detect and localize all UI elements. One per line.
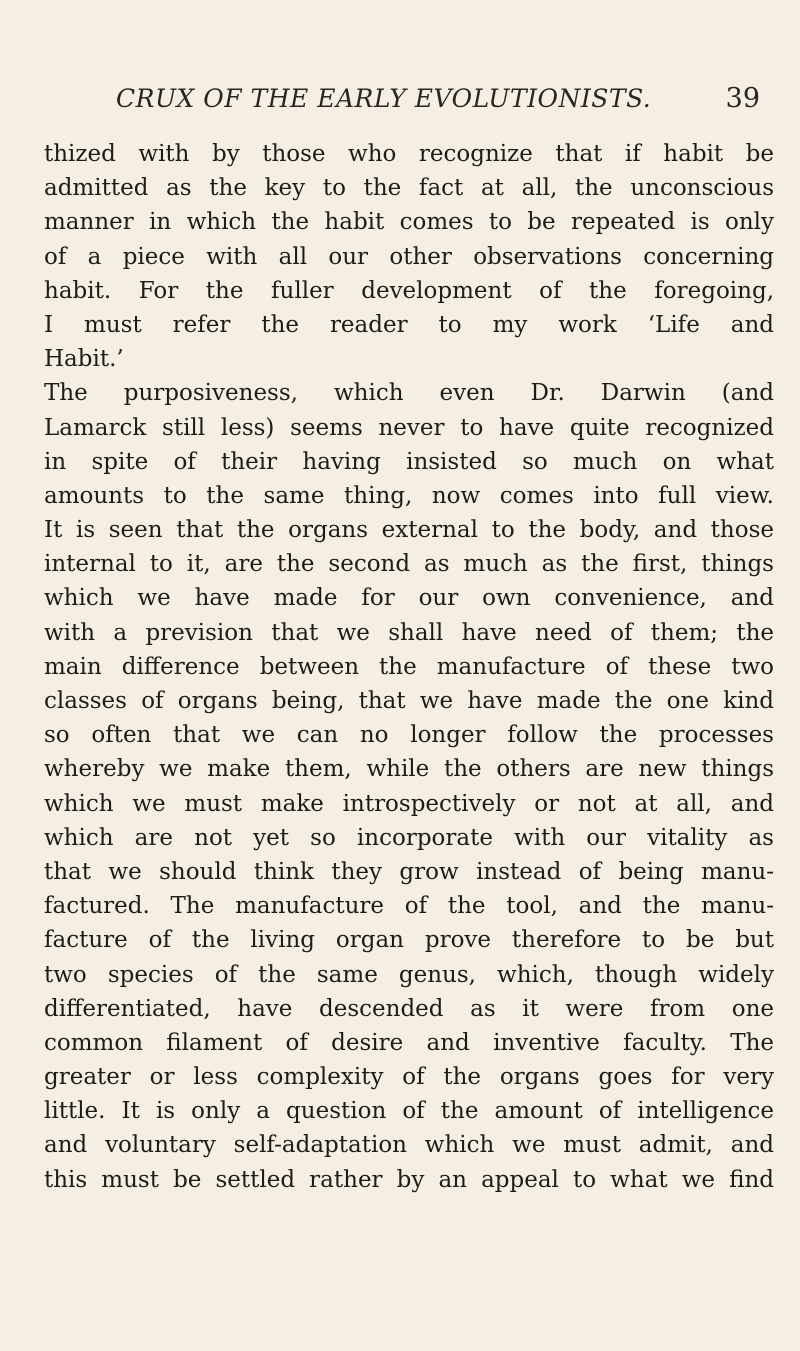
text-line: common filament of desire and inventive faculty. The bbox=[44, 1029, 774, 1056]
text-line: manner in which the habit comes to be repeated is only bbox=[44, 209, 774, 236]
text-line: admitted as the key to the fact at all, the unconscious bbox=[44, 175, 774, 202]
text-line: main difference between the manufacture of these two bbox=[44, 653, 774, 680]
running-title: CRUX OF THE EARLY EVOLUTIONISTS. bbox=[116, 84, 652, 113]
text-line: which we have made for our own convenience, and bbox=[44, 585, 774, 612]
page-number: 39 bbox=[725, 83, 760, 114]
text-line: two species of the same genus, which, though widely bbox=[44, 961, 774, 988]
text-line: habit. For the fuller development of the foregoing, bbox=[44, 277, 774, 304]
text-line: which are not yet so incorporate with our vitality as bbox=[44, 824, 774, 851]
text-line: which we must make introspectively or not at all, and bbox=[44, 790, 774, 817]
text-line: with a prevision that we shall have need of them; the bbox=[44, 619, 774, 646]
paragraph-1 bbox=[44, 137, 774, 376]
text-line: greater or less complexity of the organs goes for very bbox=[44, 1064, 774, 1091]
text-line: factured. The manufacture of the tool, and the manu- bbox=[44, 893, 774, 920]
text-line: thized with by those who recognize that if habit be bbox=[44, 141, 774, 167]
text-line: internal to it, are the second as much as the first, things bbox=[44, 551, 774, 578]
text-line: The purposiveness, which even Dr. Darwin (and bbox=[44, 380, 774, 407]
text-line: little. It is only a question of the amount of intelligence bbox=[44, 1098, 774, 1125]
text-line: of a piece with all our other observations concerning bbox=[44, 243, 774, 270]
text-line: amounts to the same thing, now comes into full view. bbox=[44, 482, 774, 509]
text-line: whereby we make them, while the others are new things bbox=[44, 756, 774, 783]
text-line: Habit.’ bbox=[44, 346, 124, 373]
text-line: classes of organs being, that we have made the one kind bbox=[44, 688, 774, 714]
body-text bbox=[44, 137, 774, 1197]
text-line: this must be settled rather by an appeal to what we find bbox=[44, 1166, 774, 1193]
text-line: and voluntary self-adaptation which we must admit, and bbox=[44, 1132, 774, 1159]
text-line: in spite of their having insisted so much on what bbox=[44, 448, 774, 475]
running-head bbox=[110, 84, 760, 124]
text-line: so often that we can no longer follow the processes bbox=[44, 722, 774, 749]
paragraph-2 bbox=[44, 376, 774, 1197]
text-line: differentiated, have descended as it were from one bbox=[44, 995, 774, 1022]
text-line: Lamarck still less) seems never to have quite recognized bbox=[44, 414, 774, 441]
text-line: that we should think they grow instead of being manu- bbox=[44, 858, 774, 885]
text-line: I must refer the reader to my work ‘Life and bbox=[44, 311, 774, 338]
text-line: It is seen that the organs external to the body, and those bbox=[44, 517, 774, 544]
text-line: facture of the living organ prove therefore to be but bbox=[44, 927, 774, 954]
